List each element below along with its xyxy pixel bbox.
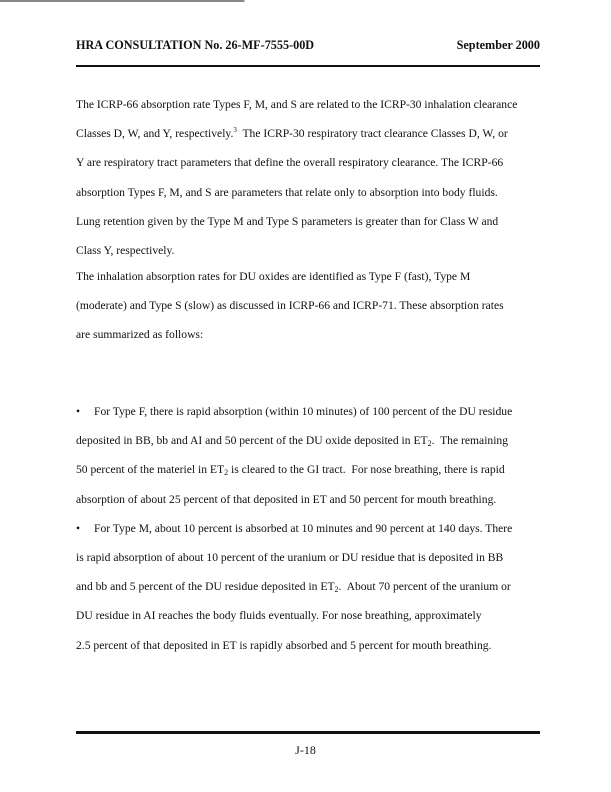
- text-line: Class Y, respectively.: [76, 244, 175, 258]
- text-line: [76, 426, 546, 455]
- bullet-item-type-f: [76, 397, 546, 514]
- text-line: (moderate) and Type S (slow) as discussed in ICRP-66 and ICRP-71. These absorption rates: [76, 299, 504, 313]
- text-line: Y are respiratory tract parameters that define the overall respiratory clearance. The ICRP-66: [76, 156, 504, 170]
- text-segment: 50 percent of the materiel in ET: [76, 463, 225, 477]
- header-date: September 2000: [456, 38, 540, 52]
- bullet-icon: •: [76, 521, 81, 535]
- text-segment: . The remaining: [431, 434, 509, 448]
- text-line: The ICRP-66 absorption rate Types F, M, and S are related to the ICRP-30 inhalation clearance: [76, 98, 518, 111]
- subscript: 2: [224, 468, 229, 478]
- header-divider: [76, 65, 540, 67]
- text-segment: Classes D, W, and Y, respectively.: [76, 127, 234, 141]
- text-segment: For Type F, there is rapid absorption (within 10 minutes) of 100 percent of the DU residue: [94, 405, 513, 418]
- page-header: [76, 38, 540, 53]
- paragraph-absorption-rates: [76, 262, 546, 350]
- text-segment: For Type M, about 10 percent is absorbed at 10 minutes and 90 percent at 140 days. There: [94, 521, 513, 535]
- text-line: [76, 397, 546, 426]
- text-line: [76, 119, 546, 148]
- subscript: 2: [427, 439, 432, 449]
- text-line: The inhalation absorption rates for DU oxides are identified as Type F (fast), Type M: [76, 270, 471, 283]
- text-segment: . About 70 percent of the uranium or: [338, 580, 511, 594]
- subscript: 2: [334, 585, 339, 595]
- text-line: absorption Types F, M, and S are parameters that relate only to absorption into body fluids.: [76, 185, 498, 199]
- text-line: are summarized as follows:: [76, 328, 204, 342]
- header-title: HRA CONSULTATION No. 26-MF-7555-00D: [76, 38, 315, 52]
- footnote-ref: 3: [233, 126, 237, 135]
- text-line: [76, 572, 546, 601]
- text-line: [76, 514, 546, 543]
- scan-artifact-line: [0, 0, 611, 2]
- text-line: [76, 455, 546, 484]
- text-segment: and bb and 5 percent of the DU residue deposited in ET: [76, 580, 335, 594]
- text-line: absorption of about 25 percent of that deposited in ET and 50 percent for mouth breathing.: [76, 492, 497, 506]
- bullet-item-type-m: [76, 514, 546, 660]
- text-segment: deposited in BB, bb and AI and 50 percent of the DU oxide deposited in ET: [76, 434, 428, 448]
- text-line: Lung retention given by the Type M and Type S parameters is greater than for Class W and: [76, 214, 499, 228]
- text-line: is rapid absorption of about 10 percent of the uranium or DU residue that is deposited in BB: [76, 551, 504, 565]
- bullet-icon: •: [76, 405, 81, 418]
- bullet-list: [76, 397, 546, 660]
- text-line: DU residue in AI reaches the body fluids eventually. For nose breathing, approximately: [76, 609, 482, 623]
- paragraph-absorption-types: [76, 90, 546, 265]
- footer-divider: [76, 731, 540, 734]
- page-number: J-18: [295, 743, 316, 757]
- text-segment: The ICRP-30 respiratory tract clearance Classes D, W, or: [236, 127, 508, 141]
- text-segment: is cleared to the GI tract. For nose breathing, there is rapid: [228, 463, 505, 477]
- text-line: 2.5 percent of that deposited in ET is rapidly absorbed and 5 percent for mouth breathing.: [76, 638, 492, 652]
